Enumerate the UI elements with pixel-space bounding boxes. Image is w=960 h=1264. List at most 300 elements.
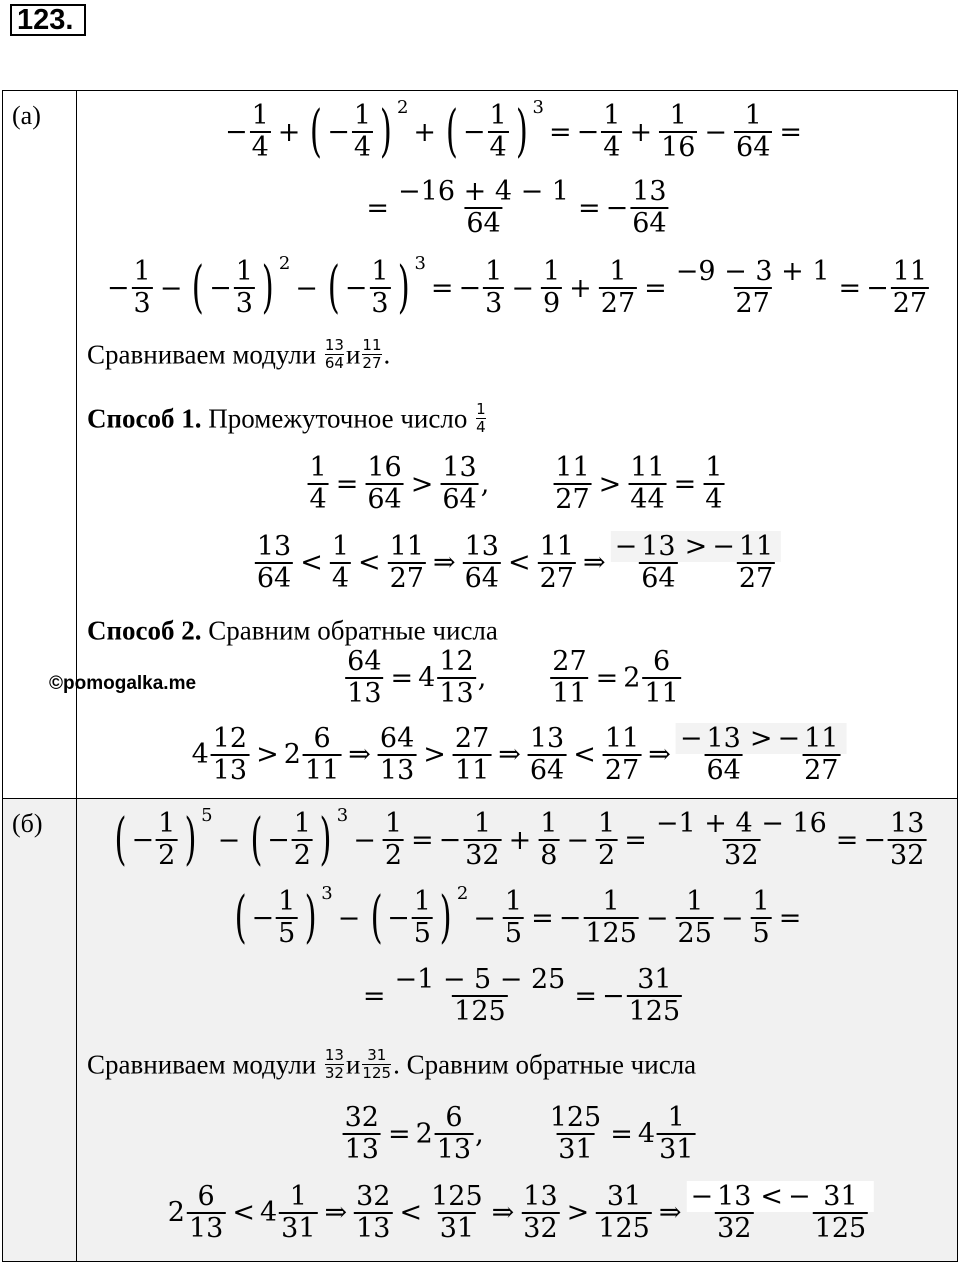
- numerator: 6: [445, 1102, 463, 1133]
- exponent: 3: [414, 253, 426, 274]
- math-symbol: −: [224, 116, 248, 148]
- math-symbol: −: [209, 272, 232, 304]
- denominator: 125: [628, 996, 681, 1028]
- whole-part: 2: [283, 739, 301, 771]
- math-symbol: −: [576, 116, 600, 148]
- a-method1-line-2: [253, 531, 781, 594]
- math-symbol: (: [192, 255, 205, 321]
- numerator: 1: [476, 400, 486, 419]
- numerator: 31: [606, 1180, 642, 1212]
- math-symbol: =: [838, 272, 862, 304]
- method-1-title: Способ 1.: [87, 403, 202, 434]
- math-symbol: ⇒: [658, 1197, 682, 1229]
- numerator: 1: [235, 256, 253, 287]
- denominator: 9: [542, 288, 561, 320]
- denominator: 64: [641, 563, 676, 595]
- denominator: 13: [436, 1134, 472, 1166]
- a-expression-line-1: [224, 97, 807, 165]
- denominator: 16: [661, 132, 696, 164]
- numerator: 13: [256, 530, 292, 562]
- numerator: 11: [389, 530, 424, 562]
- numerator: 1: [371, 256, 389, 287]
- whole-part: 2: [167, 1197, 185, 1229]
- math-symbol: =: [595, 662, 619, 694]
- exponent: 3: [532, 97, 544, 118]
- math-symbol: =: [362, 980, 386, 1012]
- math-symbol: =: [624, 824, 647, 856]
- math-symbol: (: [250, 807, 263, 873]
- denominator: 2: [598, 840, 616, 872]
- numerator: 1: [542, 256, 561, 287]
- math-symbol: ⇒: [348, 739, 371, 771]
- denominator: 13: [439, 678, 474, 710]
- numerator: 1: [331, 530, 349, 562]
- denominator: 13: [344, 1134, 379, 1166]
- exponent: 2: [456, 883, 469, 904]
- part-b-row: [2, 798, 958, 1262]
- math-symbol: =: [610, 1118, 633, 1150]
- numerator: 11: [892, 256, 928, 287]
- math-symbol: =: [644, 272, 667, 304]
- numerator: 64: [379, 722, 415, 754]
- math-symbol: −: [690, 1181, 714, 1212]
- numerator: 13: [442, 452, 477, 483]
- numerator: 1: [598, 808, 616, 839]
- watermark: ©pomogalka.me: [49, 673, 197, 694]
- denominator: 64: [367, 484, 402, 516]
- math-symbol: =: [411, 824, 434, 856]
- denominator: 13: [212, 754, 248, 786]
- math-symbol: ): [379, 99, 393, 165]
- exponent: 5: [201, 805, 213, 826]
- part-a-label: (а): [12, 101, 41, 130]
- numerator: 1: [413, 886, 431, 917]
- numerator: 13: [529, 722, 565, 754]
- numerator: 13: [641, 531, 676, 562]
- math-symbol: −: [866, 272, 889, 304]
- numerator: 13: [717, 1181, 752, 1212]
- numerator: 1: [278, 886, 296, 917]
- a-expression-line-3: [106, 253, 931, 321]
- math-symbol: <: [232, 1197, 255, 1229]
- numerator: 1: [686, 886, 704, 917]
- numerator: 1: [473, 808, 492, 839]
- denominator: 3: [133, 288, 151, 320]
- numerator: 1: [485, 256, 503, 287]
- denominator: 4: [476, 418, 486, 437]
- denominator: 27: [892, 288, 928, 320]
- math-symbol: +: [508, 824, 532, 856]
- math-symbol: ⇒: [324, 1197, 348, 1229]
- solution-table: [2, 90, 958, 1262]
- denominator: 32: [890, 840, 925, 872]
- math-symbol: =: [574, 980, 597, 1012]
- numerator: −9 − 3 + 1: [675, 256, 830, 287]
- math-symbol: −: [327, 116, 350, 148]
- math-symbol: −: [777, 723, 801, 754]
- numerator: 1: [744, 100, 762, 131]
- math-symbol: (: [327, 255, 340, 321]
- denominator: 5: [413, 918, 431, 950]
- numerator: 6: [313, 722, 331, 754]
- denominator: 31: [558, 1134, 593, 1166]
- numerator: 11: [804, 723, 839, 754]
- numerator: 1: [667, 1102, 685, 1133]
- answer-highlight: [686, 1181, 874, 1245]
- math-symbol: (: [114, 807, 127, 873]
- numerator: 13: [324, 1046, 344, 1065]
- denominator: 32: [465, 840, 500, 872]
- denominator: 13: [188, 1212, 224, 1244]
- numerator: 64: [347, 646, 382, 677]
- math-symbol: −: [462, 116, 486, 148]
- numerator: 1: [289, 1180, 307, 1212]
- denominator: 64: [466, 208, 501, 240]
- numerator: 1: [504, 886, 523, 917]
- math-symbol: (: [310, 99, 323, 165]
- math-symbol: +: [413, 116, 437, 148]
- math-symbol: >: [256, 739, 279, 771]
- denominator: 4: [309, 484, 327, 516]
- math-symbol: >: [684, 531, 708, 562]
- math-symbol: −: [337, 902, 361, 934]
- numerator: 1: [705, 452, 723, 483]
- numerator: 13: [890, 808, 925, 839]
- denominator: 125: [454, 996, 506, 1028]
- method-1-text: Промежуточное число: [208, 403, 468, 434]
- math-symbol: =: [835, 824, 859, 856]
- numerator: 11: [604, 722, 640, 754]
- numerator: 13: [523, 1180, 558, 1212]
- numerator: 11: [362, 336, 382, 355]
- numerator: 12: [212, 722, 248, 754]
- denominator: 11: [644, 678, 679, 710]
- b-reciprocal-line-1: [341, 1103, 698, 1165]
- b-expression-line-2: [230, 883, 807, 951]
- math-symbol: =: [673, 468, 697, 500]
- math-symbol: −: [106, 272, 130, 304]
- denominator: 25: [677, 918, 712, 950]
- numerator: 32: [344, 1102, 379, 1133]
- math-symbol: −: [438, 824, 462, 856]
- whole-part: 2: [623, 662, 641, 694]
- math-symbol: ,: [477, 662, 487, 694]
- denominator: 13: [356, 1212, 391, 1244]
- math-symbol: ): [515, 99, 528, 165]
- numerator: 1: [133, 256, 151, 287]
- math-symbol: +: [277, 116, 301, 148]
- math-symbol: =: [366, 192, 390, 224]
- math-symbol: −: [217, 824, 241, 856]
- numerator: 13: [324, 336, 344, 355]
- denominator: 64: [706, 755, 741, 787]
- denominator: 27: [604, 754, 640, 786]
- math-symbol: −: [251, 902, 275, 934]
- whole-part: 4: [418, 662, 436, 694]
- numerator: −1 + 4 − 16: [655, 808, 827, 839]
- method-2-line: [87, 613, 498, 646]
- math-symbol: −: [614, 531, 638, 562]
- numerator: 1: [489, 100, 507, 131]
- denominator: 64: [442, 484, 477, 516]
- denominator: 31: [439, 1212, 475, 1244]
- math-symbol: ): [184, 807, 197, 873]
- denominator: 125: [814, 1213, 867, 1245]
- denominator: 4: [353, 132, 372, 164]
- whole-part: 4: [259, 1197, 278, 1229]
- numerator: 125: [549, 1102, 602, 1133]
- whole-part: 4: [191, 739, 209, 771]
- punctuation: .: [383, 339, 391, 370]
- math-symbol: −: [387, 902, 410, 934]
- numerator: 11: [630, 452, 665, 483]
- math-symbol: ): [261, 255, 274, 321]
- math-symbol: (: [445, 99, 458, 165]
- exponent: 2: [278, 253, 291, 274]
- numerator: 6: [653, 646, 671, 677]
- b-reciprocal-line-2: [168, 1181, 874, 1244]
- denominator: 2: [384, 840, 403, 872]
- numerator: 13: [464, 530, 499, 562]
- math-symbol: −: [679, 723, 703, 754]
- denominator: 11: [552, 678, 587, 710]
- denominator: 4: [331, 562, 349, 594]
- numerator: 1: [251, 100, 269, 131]
- method-2-title: Способ 2.: [87, 615, 202, 646]
- math-symbol: =: [778, 902, 802, 934]
- numerator: 1: [158, 808, 176, 839]
- math-symbol: −: [863, 824, 887, 856]
- math-symbol: ): [319, 807, 332, 873]
- conjunction: и: [345, 339, 361, 370]
- denominator: 27: [362, 354, 382, 373]
- numerator: 1: [603, 100, 621, 131]
- a-method1-line-1: [306, 453, 727, 515]
- numerator: 125: [431, 1180, 483, 1212]
- numerator: 1: [353, 100, 372, 131]
- denominator: 125: [598, 1212, 650, 1244]
- b-compare-text: Сравниваем модули: [87, 1049, 317, 1080]
- numerator: 1: [602, 886, 620, 917]
- math-symbol: =: [549, 116, 572, 148]
- math-symbol: =: [531, 902, 554, 934]
- math-symbol: >: [566, 1197, 590, 1229]
- denominator: 4: [705, 484, 723, 516]
- numerator: 1: [293, 808, 311, 839]
- denominator: 4: [251, 132, 269, 164]
- math-symbol: <: [300, 547, 323, 579]
- numerator: 1: [752, 886, 770, 917]
- a-compare-line: [87, 337, 390, 373]
- math-symbol: ⇒: [648, 739, 671, 771]
- math-symbol: ⇒: [582, 547, 606, 579]
- math-symbol: =: [387, 1118, 411, 1150]
- denominator: 11: [304, 754, 340, 786]
- numerator: 31: [823, 1181, 858, 1212]
- numerator: 1: [609, 256, 627, 287]
- math-symbol: −: [566, 824, 590, 856]
- whole-part: 2: [415, 1118, 433, 1150]
- method-2-text: Сравним обратные числа: [208, 615, 498, 646]
- math-symbol: +: [569, 272, 592, 304]
- math-symbol: =: [390, 662, 414, 694]
- denominator: 64: [529, 754, 565, 786]
- math-symbol: =: [335, 468, 359, 500]
- math-symbol: <: [507, 547, 531, 579]
- denominator: 8: [540, 840, 558, 872]
- denominator: 2: [158, 840, 176, 872]
- math-symbol: −: [605, 192, 629, 224]
- numerator: 11: [555, 452, 590, 483]
- math-symbol: ): [439, 885, 452, 951]
- math-symbol: (: [370, 885, 383, 951]
- math-symbol: ): [397, 255, 410, 321]
- math-symbol: −: [704, 116, 728, 148]
- math-symbol: −: [473, 902, 496, 934]
- math-symbol: −: [712, 531, 735, 562]
- math-symbol: ,: [480, 468, 490, 500]
- b-compare-line: [87, 1047, 696, 1083]
- b-compare-tail: . Сравним обратные числа: [393, 1049, 697, 1080]
- b-expression-line-3: [358, 965, 684, 1027]
- math-symbol: −: [558, 902, 582, 934]
- numerator: −16 + 4 − 1: [398, 176, 569, 207]
- problem-number: 123.: [10, 4, 86, 36]
- denominator: 64: [256, 562, 292, 594]
- answer-highlight: [611, 531, 782, 595]
- numerator: 16: [367, 452, 402, 483]
- denominator: 27: [738, 563, 774, 595]
- math-symbol: −: [458, 272, 482, 304]
- numerator: 1: [309, 452, 327, 483]
- math-symbol: −: [645, 902, 669, 934]
- math-symbol: −: [159, 272, 183, 304]
- math-symbol: =: [430, 272, 454, 304]
- math-symbol: −: [720, 902, 744, 934]
- denominator: 13: [347, 678, 382, 710]
- denominator: 27: [539, 562, 574, 594]
- a-method2-line-2: [192, 723, 847, 786]
- a-expression-line-2: [361, 177, 670, 239]
- numerator: 31: [367, 1046, 387, 1065]
- numerator: 11: [738, 531, 774, 562]
- denominator: 32: [724, 840, 759, 872]
- denominator: 2: [293, 840, 311, 872]
- math-symbol: >: [749, 723, 773, 754]
- math-symbol: ⇒: [498, 739, 521, 771]
- denominator: 64: [324, 354, 344, 373]
- numerator: 13: [706, 723, 741, 754]
- numerator: 1: [540, 808, 558, 839]
- denominator: 31: [281, 1212, 316, 1244]
- denominator: 64: [464, 562, 499, 594]
- math-symbol: −: [602, 980, 625, 1012]
- math-symbol: −: [131, 824, 155, 856]
- numerator: 1: [384, 808, 403, 839]
- math-symbol: >: [410, 468, 434, 500]
- denominator: 27: [735, 288, 770, 320]
- math-symbol: ): [304, 885, 317, 951]
- math-symbol: +: [629, 116, 653, 148]
- exponent: 3: [321, 883, 333, 904]
- math-symbol: <: [760, 1181, 784, 1212]
- denominator: 3: [485, 288, 503, 320]
- math-symbol: −: [353, 824, 376, 856]
- math-symbol: −: [295, 272, 318, 304]
- math-symbol: −: [267, 824, 290, 856]
- denominator: 31: [659, 1134, 694, 1166]
- denominator: 32: [717, 1213, 752, 1245]
- numerator: 13: [632, 176, 667, 207]
- denominator: 32: [324, 1064, 344, 1083]
- math-symbol: ⇒: [432, 547, 456, 579]
- numerator: 6: [197, 1180, 215, 1212]
- denominator: 27: [389, 562, 424, 594]
- denominator: 5: [752, 918, 770, 950]
- denominator: 3: [371, 288, 389, 320]
- denominator: 27: [600, 288, 636, 320]
- math-symbol: <: [358, 547, 381, 579]
- denominator: 32: [523, 1212, 558, 1244]
- whole-part: 4: [637, 1118, 656, 1150]
- denominator: 44: [630, 484, 665, 516]
- denominator: 125: [362, 1064, 392, 1083]
- denominator: 27: [555, 484, 590, 516]
- exponent: 2: [396, 97, 409, 118]
- answer-highlight: [676, 723, 847, 787]
- math-symbol: <: [573, 739, 596, 771]
- denominator: 64: [736, 132, 771, 164]
- part-a-row: [2, 90, 958, 800]
- math-symbol: −: [511, 272, 534, 304]
- denominator: 4: [603, 132, 621, 164]
- denominator: 64: [632, 208, 667, 240]
- numerator: 11: [539, 530, 574, 562]
- math-symbol: −: [344, 272, 368, 304]
- numerator: 32: [356, 1180, 391, 1212]
- math-symbol: (: [234, 885, 247, 951]
- math-symbol: ⇒: [491, 1197, 515, 1229]
- a-compare-text: Сравниваем модули: [87, 339, 317, 370]
- denominator: 4: [489, 132, 507, 164]
- numerator: 1: [669, 100, 687, 131]
- b-expression-line-1: [110, 805, 929, 873]
- math-symbol: >: [423, 739, 446, 771]
- numerator: 27: [552, 646, 587, 677]
- conjunction: и: [345, 1049, 361, 1080]
- method-1-line: [87, 401, 488, 437]
- math-symbol: =: [779, 116, 803, 148]
- numerator: −1 − 5 − 25: [394, 964, 566, 995]
- math-symbol: −: [788, 1181, 811, 1212]
- a-method2-line-1: [343, 647, 683, 709]
- denominator: 11: [454, 754, 490, 786]
- numerator: 12: [439, 646, 474, 677]
- math-symbol: =: [577, 192, 601, 224]
- math-symbol: <: [399, 1197, 423, 1229]
- denominator: 5: [278, 918, 296, 950]
- math-symbol: ,: [475, 1118, 484, 1150]
- numerator: 27: [454, 722, 490, 754]
- numerator: 31: [637, 964, 672, 995]
- denominator: 125: [585, 918, 637, 950]
- part-b-label: (б): [12, 809, 43, 838]
- math-symbol: >: [598, 468, 622, 500]
- denominator: 13: [379, 754, 415, 786]
- denominator: 5: [504, 918, 523, 950]
- exponent: 3: [336, 805, 349, 826]
- denominator: 27: [804, 755, 839, 787]
